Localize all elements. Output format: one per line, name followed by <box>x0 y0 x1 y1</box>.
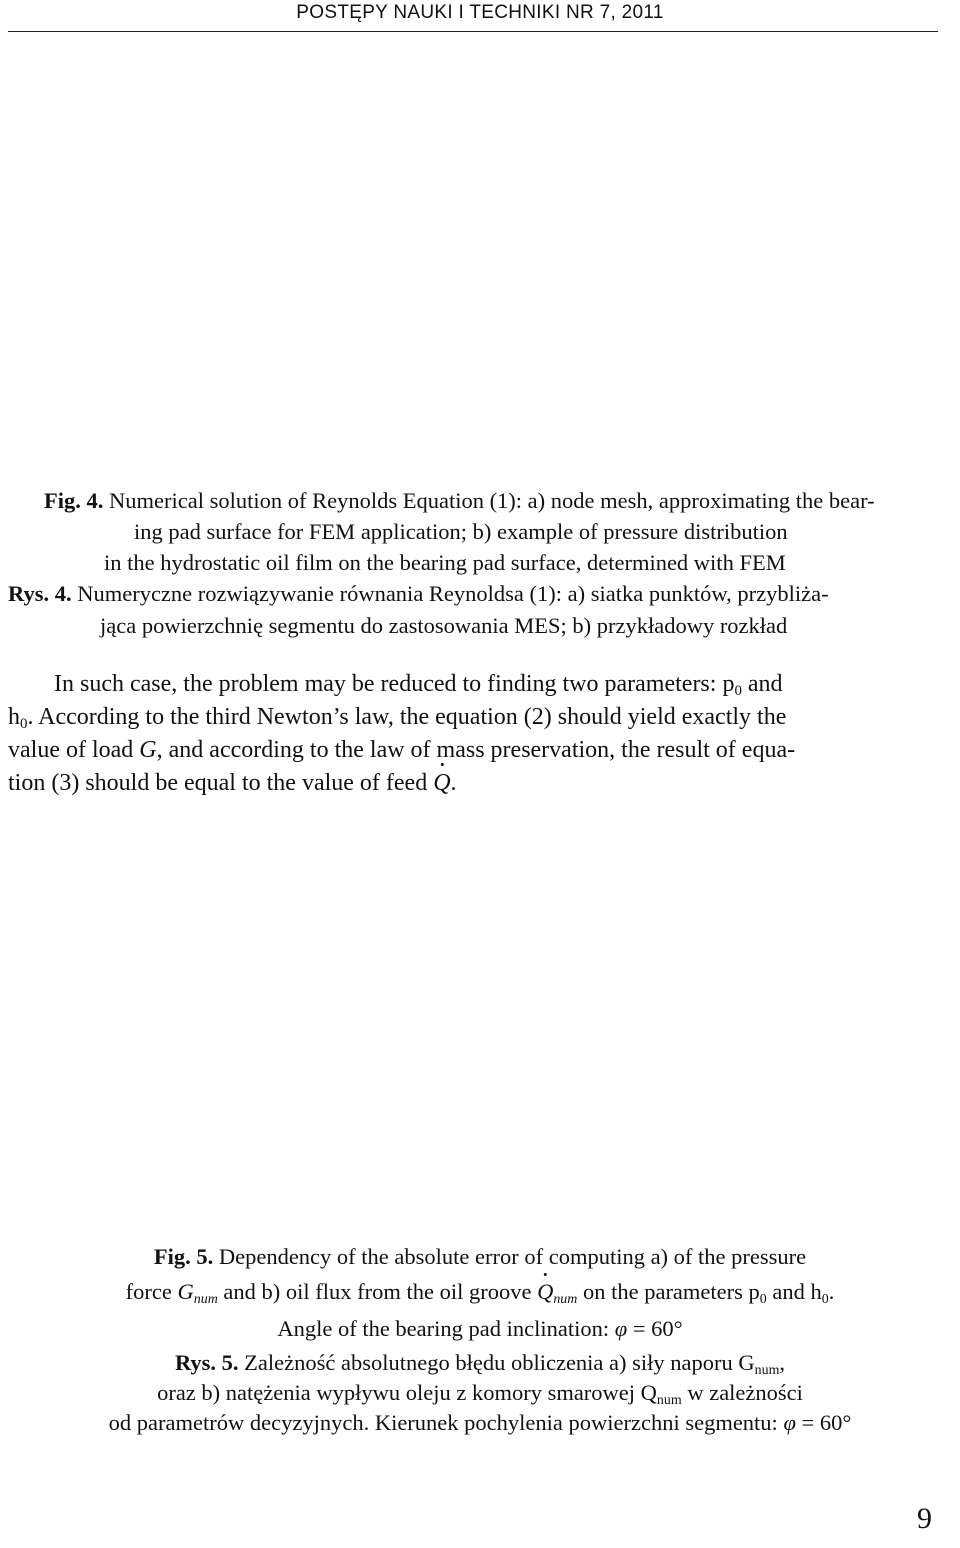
fig4-caption-line-2: ing pad surface for FEM application; b) example of pressure distribution <box>134 519 788 544</box>
page-number: 9 <box>917 1502 932 1535</box>
fig4-label: Fig. 4. <box>44 488 104 513</box>
fig5-label: Fig. 5. <box>153 1244 214 1269</box>
fig4-caption-pl-line-2: jąca powierzchnię segmentu do zastosowania MES; b) przykładowy rozkład <box>100 613 788 638</box>
fig5-caption-line-2: force $G_{num}$ and b) oil flux from the oil groove $Q_{num}$ on the parameters $p_0$ and $h_0$. <box>125 1279 835 1307</box>
phi-symbol: φ <box>614 1316 628 1341</box>
running-header <box>0 0 960 34</box>
paragraph-line-4: tion (3) should be equal to the value of feed Q. <box>8 767 457 800</box>
fig5-caption-pl-line-3: od parametrów decyzyjnych. Kierunek pochylenia powierzchni segmentu: φ = 60° <box>108 1410 852 1435</box>
paragraph-line-3: value of load G, and according to the law of mass preservation, the result of equa- <box>8 737 796 763</box>
rys4-label: Rys. 4. <box>8 581 72 606</box>
paragraph-line-1: In such case, the problem may be reduced to finding two parameters: $p_0$ and <box>54 671 783 700</box>
paragraph-line-2: $h_0$. According to the third Newton’s law, the equation (2) should yield exactly the <box>8 704 787 733</box>
q-dot-symbol: Q <box>537 1277 553 1307</box>
fig5-caption-pl-line-1: Rys. 5. Zależność absolutnego błędu obliczenia a) siły naporu $G_{num}$, <box>174 1350 786 1378</box>
header-divider <box>8 31 938 32</box>
fig4-caption-line-3: in the hydrostatic oil film on the bearing pad surface, determined with FEM <box>104 550 786 575</box>
journal-title: POSTĘPY NAUKI I TECHNIKI NR 7, 2011 <box>296 2 664 23</box>
q-dot-symbol: Q <box>433 767 450 800</box>
phi-symbol: φ <box>783 1410 796 1435</box>
fig4-caption-pl-line-1: Rys. 4. Numeryczne rozwiązywanie równania Reynoldsa (1): a) siatka punktów, przybliża- <box>8 581 829 606</box>
fig4-caption-line-1: Fig. 4. Numerical solution of Reynolds Equation (1): a) node mesh, approximating the bear- <box>44 488 875 513</box>
fig5-caption-line-1: Fig. 5. Dependency of the absolute error of computing a) of the pressure <box>153 1244 807 1269</box>
fig5-caption-pl-line-2: oraz b) natężenia wypływu oleju z komory smarowej $Q_{num}$ w zależności <box>157 1380 803 1408</box>
rys5-label: Rys. 5. <box>174 1350 239 1375</box>
fig5-caption-line-3: Angle of the bearing pad inclination: φ = 60° <box>277 1316 683 1341</box>
